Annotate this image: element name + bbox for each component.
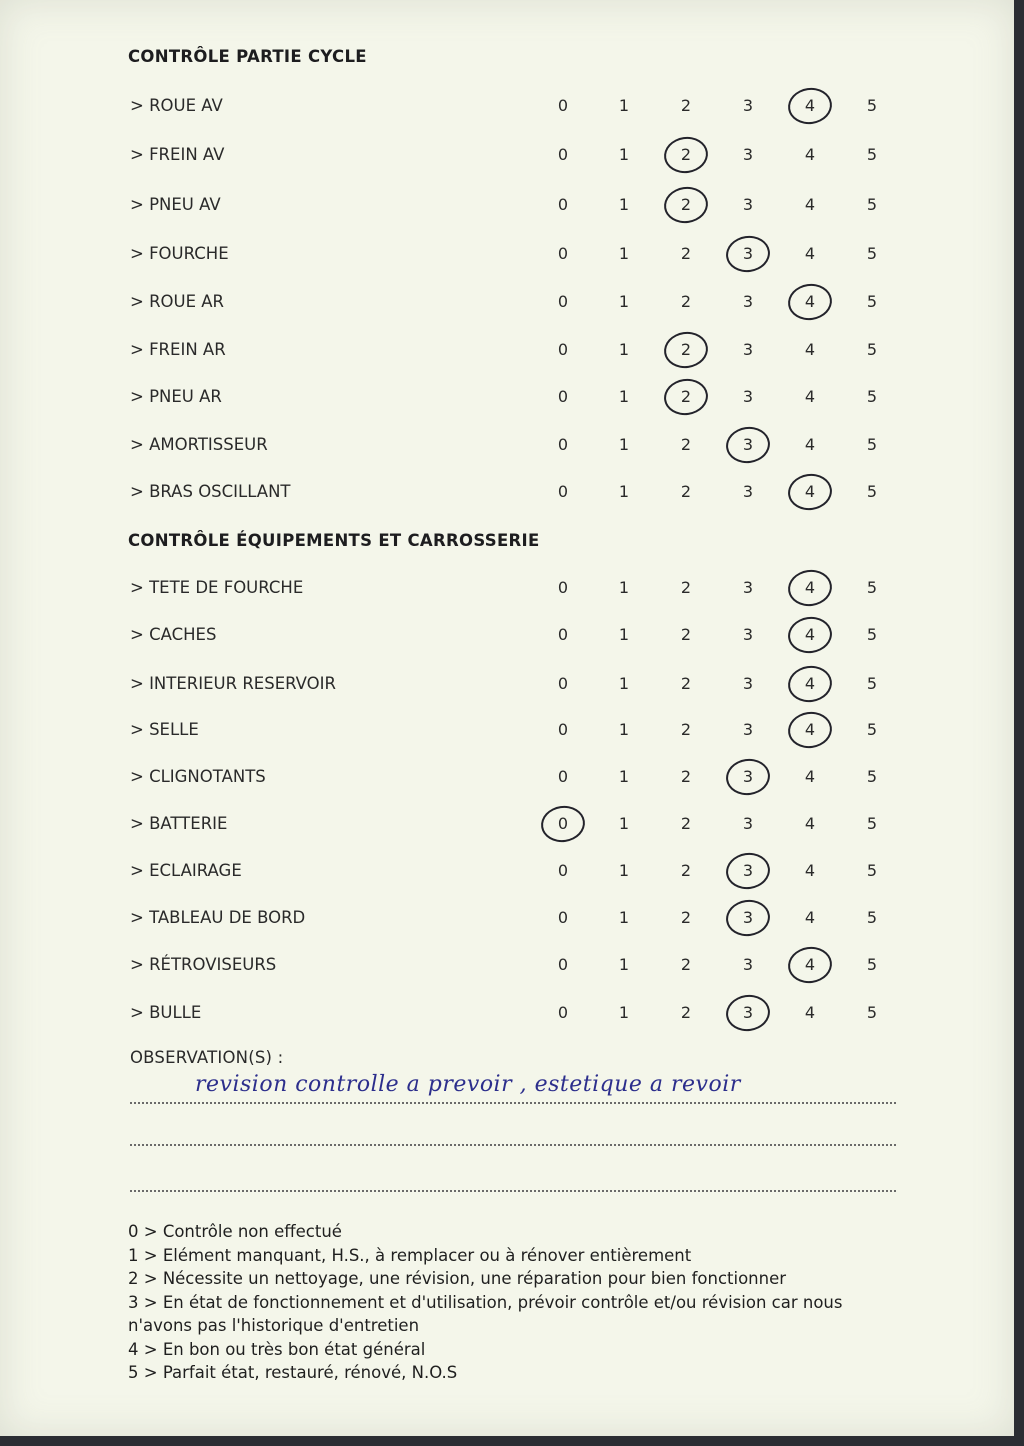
score-option[interactable]: 0 [557, 482, 569, 501]
score-option[interactable]: 0 [557, 908, 569, 927]
score-option-selected[interactable]: 4 [795, 669, 825, 699]
score-option[interactable]: 2 [680, 578, 692, 597]
score-option[interactable]: 0 [557, 767, 569, 786]
score-option[interactable]: 5 [866, 195, 878, 214]
legend-item-4: 4 > En bon ou très bon état général [128, 1339, 426, 1359]
score-option[interactable]: 3 [742, 340, 754, 359]
score-option-selected[interactable]: 3 [733, 998, 763, 1028]
score-option[interactable]: 1 [618, 674, 630, 693]
rating-row-label: > FOURCHE [130, 244, 229, 263]
score-option[interactable]: 0 [557, 625, 569, 644]
score-option[interactable]: 2 [680, 767, 692, 786]
score-option[interactable]: 5 [866, 292, 878, 311]
score-option[interactable]: 5 [866, 96, 878, 115]
score-option[interactable]: 1 [618, 720, 630, 739]
rating-row-label: > AMORTISSEUR [130, 435, 268, 454]
score-option[interactable]: 4 [804, 340, 816, 359]
score-option[interactable]: 1 [618, 145, 630, 164]
rating-row-label: > RÉTROVISEURS [130, 955, 277, 974]
score-option[interactable]: 5 [866, 908, 878, 927]
score-option[interactable]: 1 [618, 578, 630, 597]
score-option[interactable]: 5 [866, 767, 878, 786]
score-legend [128, 1220, 898, 1385]
rating-row-label: > BULLE [130, 1003, 202, 1022]
rating-row [0, 287, 1014, 317]
score-option[interactable]: 1 [618, 340, 630, 359]
score-option[interactable]: 1 [618, 814, 630, 833]
score-option[interactable]: 0 [557, 1003, 569, 1022]
rating-row-label: > ROUE AR [130, 292, 225, 311]
rating-row-label: > CLIGNOTANTS [130, 767, 266, 786]
rating-row [0, 809, 1014, 839]
score-option[interactable]: 1 [618, 861, 630, 880]
score-option-selected[interactable]: 4 [795, 620, 825, 650]
observations-title: OBSERVATION(S) : [130, 1048, 284, 1067]
score-option[interactable]: 5 [866, 1003, 878, 1022]
score-option-selected[interactable]: 3 [733, 762, 763, 792]
legend-item-1: 1 > Elément manquant, H.S., à remplacer ou à rénover entièrement [128, 1245, 692, 1265]
score-option[interactable]: 5 [866, 674, 878, 693]
score-option[interactable]: 2 [680, 720, 692, 739]
rating-row-label: > PNEU AR [130, 387, 222, 406]
score-option[interactable]: 5 [866, 145, 878, 164]
observation-line-2 [130, 1142, 896, 1146]
score-option[interactable]: 3 [742, 96, 754, 115]
score-option-selected[interactable]: 4 [795, 715, 825, 745]
handwritten-observation: revision controlle a prevoir , estetique a revoir [195, 1072, 741, 1097]
score-option[interactable]: 4 [804, 814, 816, 833]
rating-row [0, 140, 1014, 170]
section-title: CONTRÔLE PARTIE CYCLE [128, 47, 367, 66]
rating-row [0, 950, 1014, 980]
rating-row [0, 856, 1014, 886]
score-option[interactable]: 2 [680, 674, 692, 693]
rating-row [0, 715, 1014, 745]
score-option[interactable]: 3 [742, 625, 754, 644]
score-option[interactable]: 5 [866, 578, 878, 597]
score-option[interactable]: 5 [866, 814, 878, 833]
score-option[interactable]: 4 [804, 1003, 816, 1022]
score-option[interactable]: 4 [804, 195, 816, 214]
rating-row-label: > FREIN AR [130, 340, 226, 359]
score-option[interactable]: 2 [680, 1003, 692, 1022]
score-option[interactable]: 4 [804, 435, 816, 454]
score-option[interactable]: 0 [557, 861, 569, 880]
score-option[interactable]: 1 [618, 955, 630, 974]
score-option[interactable]: 5 [866, 720, 878, 739]
rating-row [0, 430, 1014, 460]
score-option[interactable]: 5 [866, 435, 878, 454]
score-option[interactable]: 3 [742, 720, 754, 739]
score-option[interactable]: 5 [866, 482, 878, 501]
score-option[interactable]: 2 [680, 292, 692, 311]
legend-item-5: 5 > Parfait état, restauré, rénové, N.O.S [128, 1363, 458, 1382]
rating-row [0, 669, 1014, 699]
score-option[interactable]: 3 [742, 814, 754, 833]
rating-row [0, 762, 1014, 792]
score-option[interactable]: 1 [618, 625, 630, 644]
score-option[interactable]: 5 [866, 955, 878, 974]
score-option[interactable]: 1 [618, 96, 630, 115]
rating-row-label: > ECLAIRAGE [130, 861, 242, 880]
rating-row-label: > TABLEAU DE BORD [130, 908, 306, 927]
rating-row [0, 91, 1014, 121]
score-option[interactable]: 3 [742, 387, 754, 406]
legend-item-0: 0 > Contrôle non effectué [128, 1222, 342, 1241]
score-option[interactable]: 2 [680, 955, 692, 974]
score-option[interactable]: 4 [804, 387, 816, 406]
rating-row-label: > SELLE [130, 720, 199, 739]
legend-item-2: 2 > Nécessite un nettoyage, une révision, une réparation pour bien fonctionner [128, 1269, 787, 1288]
score-option[interactable]: 2 [680, 861, 692, 880]
score-option[interactable]: 2 [680, 625, 692, 644]
score-option[interactable]: 0 [557, 195, 569, 214]
score-option[interactable]: 0 [557, 145, 569, 164]
score-option[interactable]: 3 [742, 292, 754, 311]
score-option[interactable]: 0 [557, 435, 569, 454]
score-option[interactable]: 0 [557, 387, 569, 406]
rating-row [0, 335, 1014, 365]
score-option[interactable]: 2 [680, 96, 692, 115]
score-option[interactable]: 1 [618, 1003, 630, 1022]
score-option-selected[interactable]: 3 [733, 239, 763, 269]
score-option[interactable]: 1 [618, 482, 630, 501]
legend-item-3: 3 > En état de fonctionnement et d'utilisation, prévoir contrôle et/ou révision car nous n'avons pas l'historique d'entretien [128, 1292, 843, 1335]
score-option[interactable]: 0 [557, 578, 569, 597]
score-option[interactable]: 2 [680, 244, 692, 263]
score-option-selected[interactable]: 3 [733, 903, 763, 933]
score-option[interactable]: 1 [618, 908, 630, 927]
score-option[interactable]: 0 [557, 955, 569, 974]
score-option[interactable]: 4 [804, 861, 816, 880]
observation-line-3 [130, 1188, 896, 1192]
score-option[interactable]: 1 [618, 292, 630, 311]
score-option[interactable]: 1 [618, 387, 630, 406]
score-option[interactable]: 0 [557, 244, 569, 263]
rating-row [0, 903, 1014, 933]
score-option-selected[interactable]: 4 [795, 287, 825, 317]
rating-row-label: > INTERIEUR RESERVOIR [130, 674, 336, 693]
rating-row [0, 477, 1014, 507]
rating-row-label: > BATTERIE [130, 814, 228, 833]
score-option[interactable]: 4 [804, 244, 816, 263]
score-option[interactable]: 3 [742, 578, 754, 597]
rating-row [0, 382, 1014, 412]
rating-row-label: > PNEU AV [130, 195, 221, 214]
score-option[interactable]: 5 [866, 244, 878, 263]
score-option[interactable]: 5 [866, 625, 878, 644]
section-title: CONTRÔLE ÉQUIPEMENTS ET CARROSSERIE [128, 531, 540, 550]
observation-line-1 [130, 1100, 896, 1104]
score-option[interactable]: 5 [866, 861, 878, 880]
score-option[interactable]: 0 [557, 96, 569, 115]
score-option[interactable]: 2 [680, 908, 692, 927]
score-option[interactable]: 5 [866, 387, 878, 406]
rating-row-label: > FREIN AV [130, 145, 225, 164]
score-option[interactable]: 3 [742, 145, 754, 164]
rating-row [0, 239, 1014, 269]
score-option[interactable]: 1 [618, 435, 630, 454]
rating-row-label: > ROUE AV [130, 96, 223, 115]
score-option[interactable]: 5 [866, 340, 878, 359]
score-option-selected[interactable]: 4 [795, 950, 825, 980]
score-option-selected[interactable]: 2 [671, 190, 701, 220]
score-option[interactable]: 3 [742, 955, 754, 974]
rating-row [0, 998, 1014, 1028]
score-option-selected[interactable]: 2 [671, 382, 701, 412]
score-option[interactable]: 4 [804, 145, 816, 164]
score-option-selected[interactable]: 2 [671, 140, 701, 170]
score-option-selected[interactable]: 4 [795, 573, 825, 603]
score-option[interactable]: 1 [618, 244, 630, 263]
rating-row-label: > CACHES [130, 625, 217, 644]
score-option[interactable]: 0 [557, 340, 569, 359]
score-option[interactable]: 3 [742, 482, 754, 501]
score-option-selected[interactable]: 4 [795, 477, 825, 507]
score-option[interactable]: 0 [557, 674, 569, 693]
rating-row-label: > BRAS OSCILLANT [130, 482, 291, 501]
rating-row [0, 620, 1014, 650]
score-option-selected[interactable]: 0 [548, 809, 578, 839]
score-option-selected[interactable]: 2 [671, 335, 701, 365]
score-option[interactable]: 2 [680, 435, 692, 454]
score-option[interactable]: 3 [742, 195, 754, 214]
score-option[interactable]: 0 [557, 720, 569, 739]
score-option[interactable]: 3 [742, 674, 754, 693]
rating-row [0, 573, 1014, 603]
rating-row [0, 190, 1014, 220]
score-option[interactable]: 4 [804, 908, 816, 927]
score-option[interactable]: 1 [618, 195, 630, 214]
score-option-selected[interactable]: 4 [795, 91, 825, 121]
score-option-selected[interactable]: 3 [733, 430, 763, 460]
score-option[interactable]: 4 [804, 767, 816, 786]
score-option[interactable]: 1 [618, 767, 630, 786]
rating-row-label: > TETE DE FOURCHE [130, 578, 304, 597]
score-option[interactable]: 2 [680, 814, 692, 833]
score-option-selected[interactable]: 3 [733, 856, 763, 886]
score-option[interactable]: 0 [557, 292, 569, 311]
score-option[interactable]: 2 [680, 482, 692, 501]
